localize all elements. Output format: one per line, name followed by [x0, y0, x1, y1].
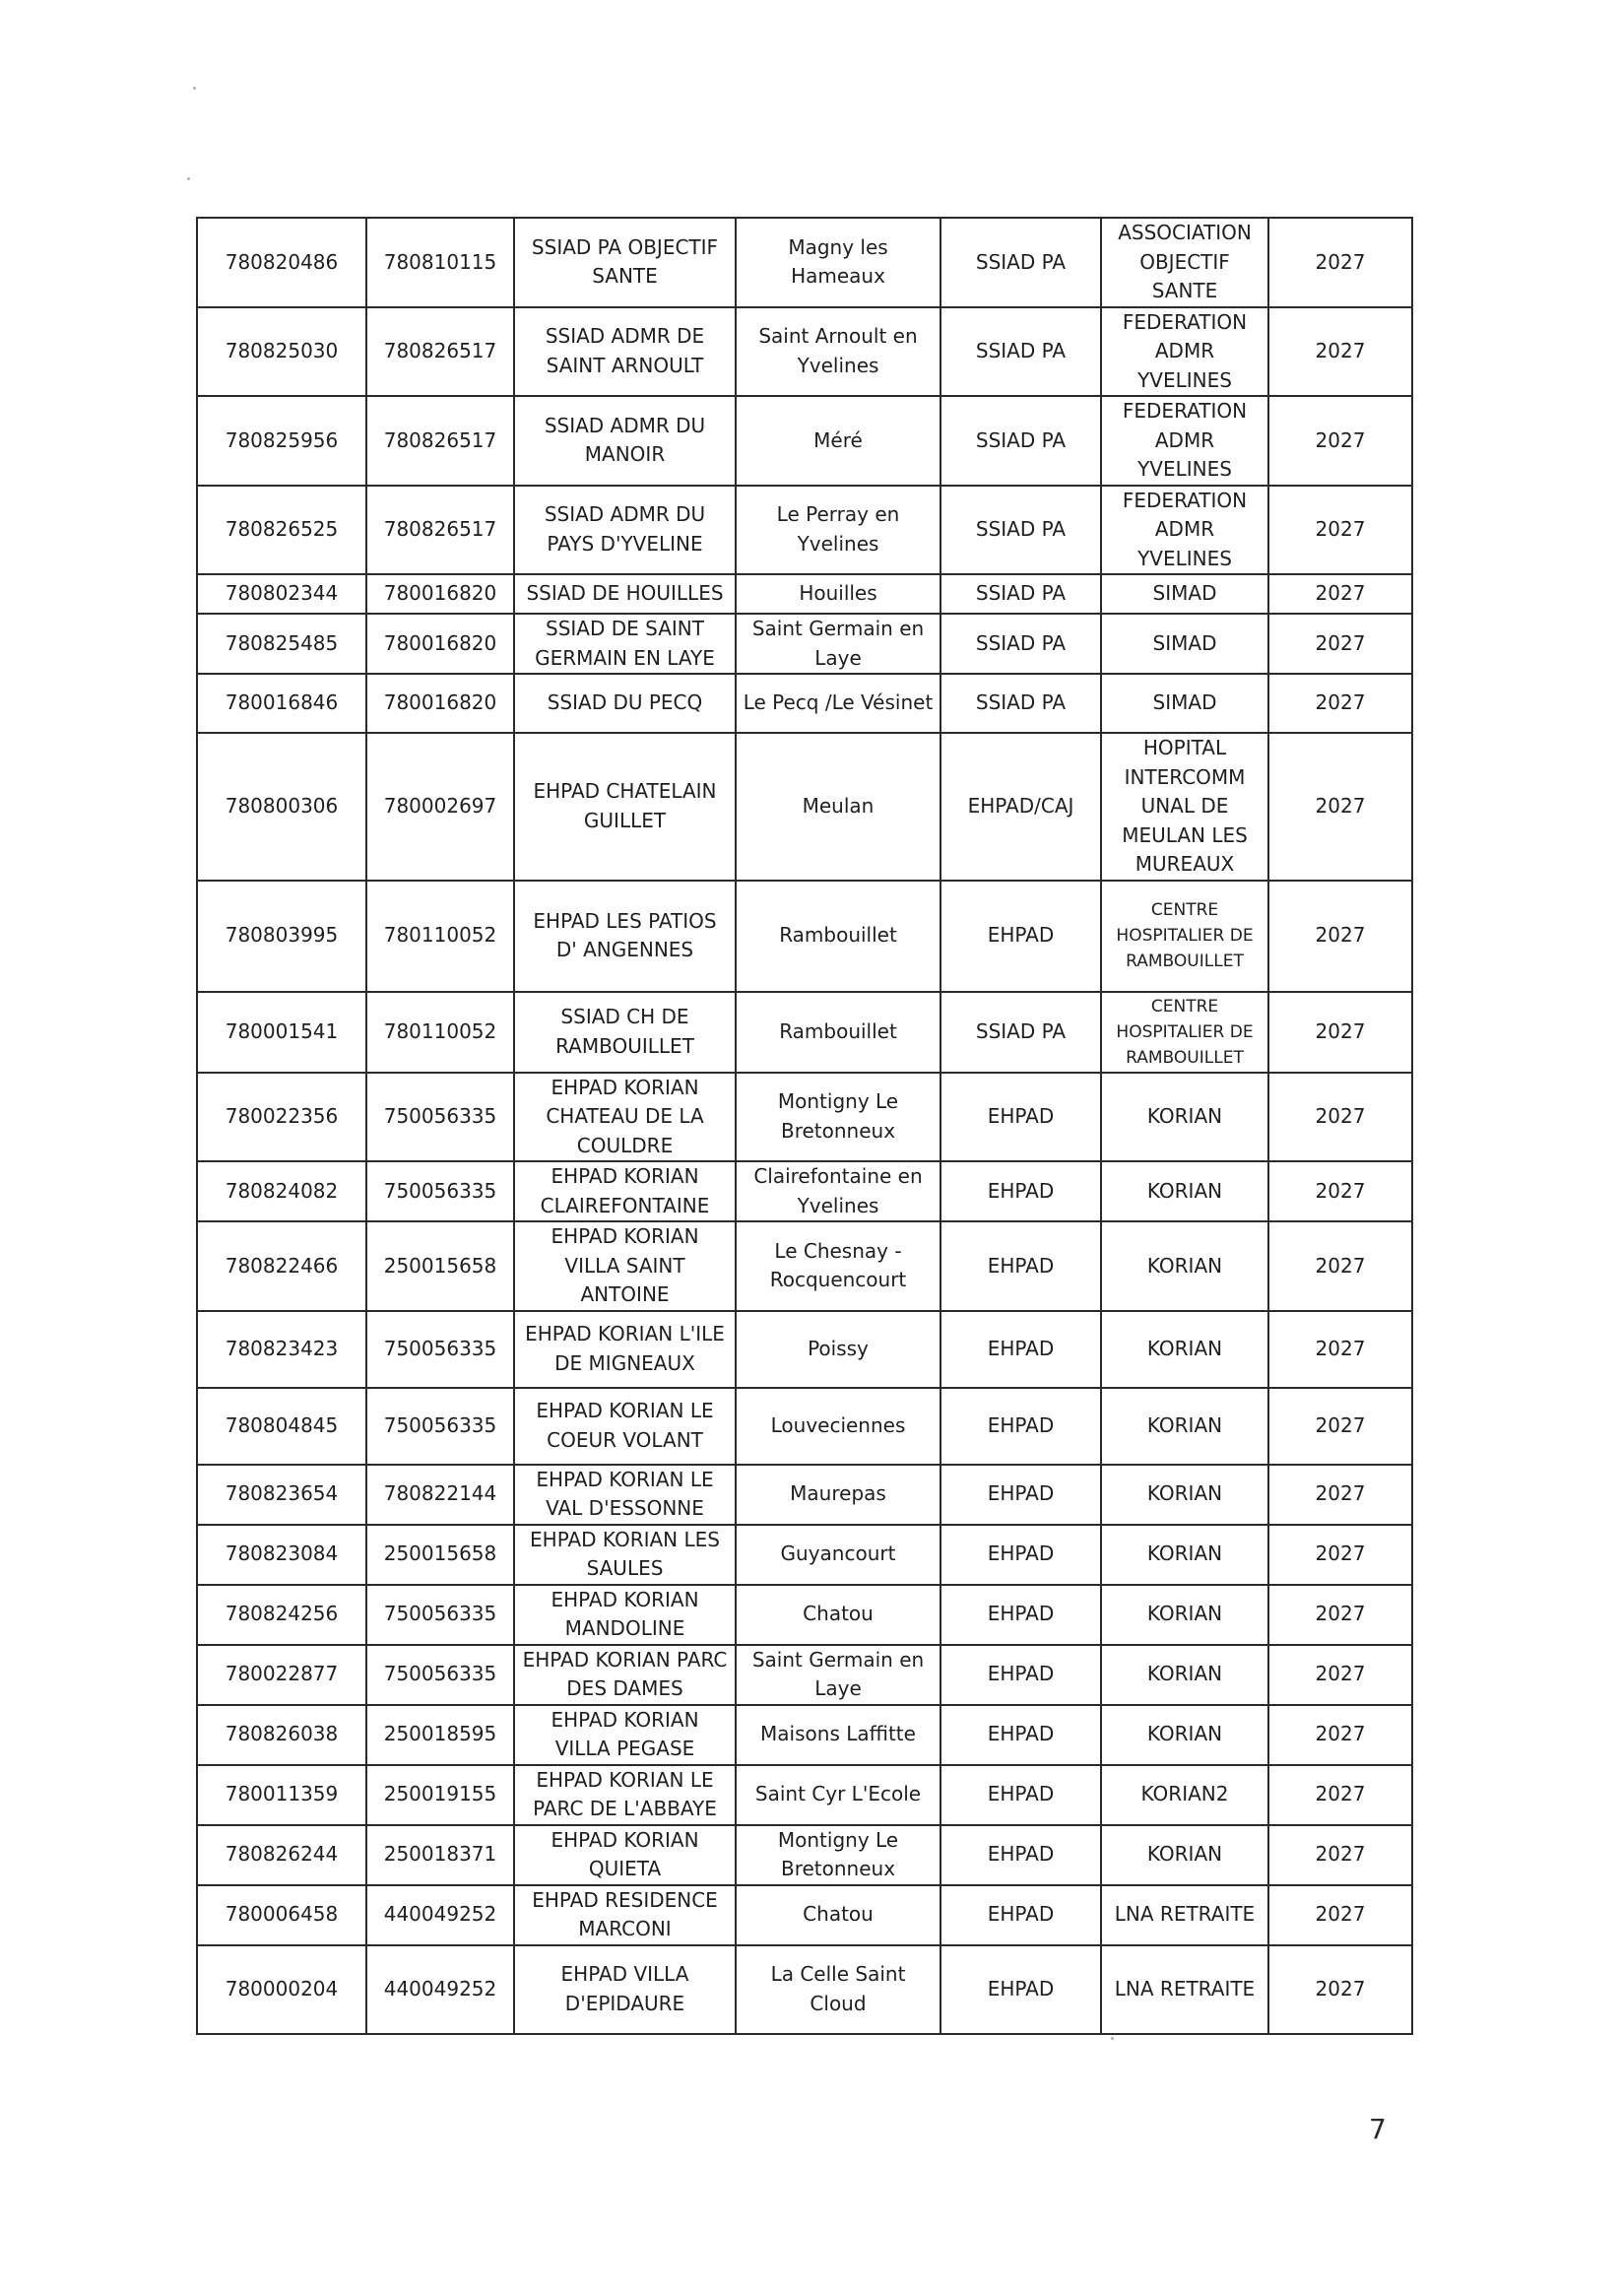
- year-cell: 2027: [1268, 1885, 1412, 1945]
- finess-ej-cell: 250018371: [366, 1825, 514, 1885]
- commune-cell: Poissy: [736, 1311, 940, 1388]
- commune-cell: Meulan: [736, 733, 940, 881]
- finess-et-cell: 780823654: [197, 1465, 366, 1525]
- scan-speck: [187, 177, 190, 180]
- finess-ej-cell: 780826517: [366, 396, 514, 486]
- organization-cell: LNA RETRAITE: [1101, 1945, 1268, 2034]
- year-cell: 2027: [1268, 218, 1412, 307]
- category-cell: SSIAD PA: [940, 396, 1101, 486]
- category-cell: SSIAD PA: [940, 486, 1101, 575]
- category-cell: EHPAD: [940, 881, 1101, 992]
- table-row: [197, 1825, 1412, 1885]
- commune-cell: Magny les Hameaux: [736, 218, 940, 307]
- scan-speck: [193, 87, 196, 90]
- finess-ej-cell: 750056335: [366, 1073, 514, 1162]
- category-cell: EHPAD: [940, 1161, 1101, 1221]
- organization-cell: FEDERATION ADMR YVELINES: [1101, 486, 1268, 575]
- finess-et-cell: 780803995: [197, 881, 366, 992]
- category-cell: EHPAD: [940, 1221, 1101, 1311]
- table-row: [197, 574, 1412, 614]
- category-cell: EHPAD: [940, 1885, 1101, 1945]
- commune-cell: Le Perray en Yvelines: [736, 486, 940, 575]
- table-row: [197, 1525, 1412, 1585]
- scan-speck: [1111, 2037, 1114, 2040]
- establishment-name-cell: SSIAD DU PECQ: [514, 674, 736, 733]
- commune-cell: La Celle Saint Cloud: [736, 1945, 940, 2034]
- commune-cell: Méré: [736, 396, 940, 486]
- table-row: [197, 1645, 1412, 1705]
- organization-cell: ASSOCIATION OBJECTIF SANTE: [1101, 218, 1268, 307]
- finess-ej-cell: 440049252: [366, 1945, 514, 2034]
- establishment-name-cell: SSIAD DE SAINT GERMAIN EN LAYE: [514, 614, 736, 674]
- commune-cell: Maisons Laffitte: [736, 1705, 940, 1765]
- establishment-name-cell: EHPAD VILLA D'EPIDAURE: [514, 1945, 736, 2034]
- commune-cell: Maurepas: [736, 1465, 940, 1525]
- organization-cell: KORIAN: [1101, 1525, 1268, 1585]
- finess-ej-cell: 750056335: [366, 1388, 514, 1465]
- category-cell: SSIAD PA: [940, 614, 1101, 674]
- finess-ej-cell: 780110052: [366, 881, 514, 992]
- finess-ej-cell: 780016820: [366, 614, 514, 674]
- category-cell: EHPAD: [940, 1825, 1101, 1885]
- table-row: [197, 1388, 1412, 1465]
- finess-et-cell: 780825030: [197, 307, 366, 397]
- year-cell: 2027: [1268, 614, 1412, 674]
- year-cell: 2027: [1268, 1765, 1412, 1825]
- finess-et-cell: 780802344: [197, 574, 366, 614]
- finess-et-cell: 780016846: [197, 674, 366, 733]
- year-cell: 2027: [1268, 1161, 1412, 1221]
- finess-ej-cell: 250015658: [366, 1525, 514, 1585]
- establishment-name-cell: EHPAD KORIAN LE PARC DE L'ABBAYE: [514, 1765, 736, 1825]
- organization-cell: KORIAN: [1101, 1825, 1268, 1885]
- year-cell: 2027: [1268, 1645, 1412, 1705]
- organization-cell: KORIAN: [1101, 1645, 1268, 1705]
- table-row: [197, 1765, 1412, 1825]
- finess-ej-cell: 250018595: [366, 1705, 514, 1765]
- category-cell: SSIAD PA: [940, 307, 1101, 397]
- category-cell: EHPAD: [940, 1525, 1101, 1585]
- year-cell: 2027: [1268, 992, 1412, 1073]
- year-cell: 2027: [1268, 881, 1412, 992]
- finess-et-cell: 780825956: [197, 396, 366, 486]
- category-cell: EHPAD: [940, 1388, 1101, 1465]
- page-number: 7: [1369, 2113, 1387, 2145]
- commune-cell: Clairefontaine en Yvelines: [736, 1161, 940, 1221]
- establishment-name-cell: EHPAD KORIAN CHATEAU DE LA COULDRE: [514, 1073, 736, 1162]
- finess-ej-cell: 780110052: [366, 992, 514, 1073]
- category-cell: EHPAD: [940, 1765, 1101, 1825]
- table-row: [197, 1885, 1412, 1945]
- year-cell: 2027: [1268, 733, 1412, 881]
- category-cell: SSIAD PA: [940, 674, 1101, 733]
- year-cell: 2027: [1268, 1525, 1412, 1585]
- year-cell: 2027: [1268, 1388, 1412, 1465]
- finess-et-cell: 780804845: [197, 1388, 366, 1465]
- organization-cell: KORIAN: [1101, 1311, 1268, 1388]
- finess-ej-cell: 750056335: [366, 1585, 514, 1645]
- year-cell: 2027: [1268, 1311, 1412, 1388]
- establishment-name-cell: SSIAD ADMR DE SAINT ARNOULT: [514, 307, 736, 397]
- finess-et-cell: 780823084: [197, 1525, 366, 1585]
- establishment-name-cell: EHPAD KORIAN VILLA SAINT ANTOINE: [514, 1221, 736, 1311]
- finess-et-cell: 780011359: [197, 1765, 366, 1825]
- establishments-table-container: [196, 217, 1411, 2035]
- table-row: [197, 1585, 1412, 1645]
- finess-et-cell: 780824082: [197, 1161, 366, 1221]
- establishment-name-cell: EHPAD KORIAN QUIETA: [514, 1825, 736, 1885]
- organization-cell: KORIAN: [1101, 1705, 1268, 1765]
- organization-cell: LNA RETRAITE: [1101, 1885, 1268, 1945]
- year-cell: 2027: [1268, 1221, 1412, 1311]
- finess-ej-cell: 780826517: [366, 486, 514, 575]
- commune-cell: Saint Germain en Laye: [736, 614, 940, 674]
- commune-cell: Le Chesnay - Rocquencourt: [736, 1221, 940, 1311]
- finess-et-cell: 780000204: [197, 1945, 366, 2034]
- commune-cell: Rambouillet: [736, 881, 940, 992]
- establishment-name-cell: SSIAD CH DE RAMBOUILLET: [514, 992, 736, 1073]
- finess-et-cell: 780820486: [197, 218, 366, 307]
- finess-et-cell: 780800306: [197, 733, 366, 881]
- table-row: [197, 1465, 1412, 1525]
- establishment-name-cell: EHPAD KORIAN MANDOLINE: [514, 1585, 736, 1645]
- establishment-name-cell: SSIAD PA OBJECTIF SANTE: [514, 218, 736, 307]
- category-cell: SSIAD PA: [940, 992, 1101, 1073]
- finess-et-cell: 780822466: [197, 1221, 366, 1311]
- commune-cell: Chatou: [736, 1585, 940, 1645]
- finess-et-cell: 780826244: [197, 1825, 366, 1885]
- category-cell: EHPAD: [940, 1945, 1101, 2034]
- finess-ej-cell: 780822144: [366, 1465, 514, 1525]
- organization-cell: KORIAN: [1101, 1221, 1268, 1311]
- commune-cell: Guyancourt: [736, 1525, 940, 1585]
- establishment-name-cell: EHPAD KORIAN PARC DES DAMES: [514, 1645, 736, 1705]
- category-cell: EHPAD/CAJ: [940, 733, 1101, 881]
- organization-cell: CENTRE HOSPITALIER DE RAMBOUILLET: [1101, 992, 1268, 1073]
- finess-ej-cell: 780810115: [366, 218, 514, 307]
- establishment-name-cell: SSIAD DE HOUILLES: [514, 574, 736, 614]
- establishment-name-cell: EHPAD KORIAN CLAIREFONTAINE: [514, 1161, 736, 1221]
- commune-cell: Rambouillet: [736, 992, 940, 1073]
- table-row: [197, 881, 1412, 992]
- organization-cell: SIMAD: [1101, 674, 1268, 733]
- establishment-name-cell: EHPAD KORIAN LE VAL D'ESSONNE: [514, 1465, 736, 1525]
- finess-ej-cell: 780016820: [366, 574, 514, 614]
- finess-ej-cell: 750056335: [366, 1645, 514, 1705]
- finess-ej-cell: 780016820: [366, 674, 514, 733]
- table-row: [197, 1161, 1412, 1221]
- finess-et-cell: 780824256: [197, 1585, 366, 1645]
- commune-cell: Montigny Le Bretonneux: [736, 1825, 940, 1885]
- organization-cell: FEDERATION ADMR YVELINES: [1101, 396, 1268, 486]
- establishment-name-cell: EHPAD KORIAN VILLA PEGASE: [514, 1705, 736, 1765]
- table-row: [197, 614, 1412, 674]
- finess-et-cell: 780022356: [197, 1073, 366, 1162]
- finess-et-cell: 780826038: [197, 1705, 366, 1765]
- table-row: [197, 1073, 1412, 1162]
- year-cell: 2027: [1268, 486, 1412, 575]
- table-row: [197, 218, 1412, 307]
- year-cell: 2027: [1268, 1465, 1412, 1525]
- commune-cell: Le Pecq /Le Vésinet: [736, 674, 940, 733]
- commune-cell: Saint Cyr L'Ecole: [736, 1765, 940, 1825]
- commune-cell: Saint Arnoult en Yvelines: [736, 307, 940, 397]
- finess-et-cell: 780826525: [197, 486, 366, 575]
- category-cell: SSIAD PA: [940, 574, 1101, 614]
- finess-et-cell: 780006458: [197, 1885, 366, 1945]
- organization-cell: KORIAN: [1101, 1073, 1268, 1162]
- table-row: [197, 1945, 1412, 2034]
- commune-cell: Saint Germain en Laye: [736, 1645, 940, 1705]
- finess-ej-cell: 750056335: [366, 1161, 514, 1221]
- organization-cell: KORIAN: [1101, 1585, 1268, 1645]
- organization-cell: SIMAD: [1101, 614, 1268, 674]
- category-cell: EHPAD: [940, 1645, 1101, 1705]
- table-row: [197, 1221, 1412, 1311]
- year-cell: 2027: [1268, 1825, 1412, 1885]
- category-cell: EHPAD: [940, 1585, 1101, 1645]
- year-cell: 2027: [1268, 574, 1412, 614]
- establishment-name-cell: EHPAD KORIAN LES SAULES: [514, 1525, 736, 1585]
- table-row: [197, 674, 1412, 733]
- category-cell: SSIAD PA: [940, 218, 1101, 307]
- year-cell: 2027: [1268, 1585, 1412, 1645]
- organization-cell: HOPITAL INTERCOMM UNAL DE MEULAN LES MUREAUX: [1101, 733, 1268, 881]
- table-row: [197, 1311, 1412, 1388]
- establishment-name-cell: EHPAD CHATELAIN GUILLET: [514, 733, 736, 881]
- year-cell: 2027: [1268, 1073, 1412, 1162]
- finess-et-cell: 780823423: [197, 1311, 366, 1388]
- finess-ej-cell: 250019155: [366, 1765, 514, 1825]
- commune-cell: Chatou: [736, 1885, 940, 1945]
- establishment-name-cell: EHPAD RESIDENCE MARCONI: [514, 1885, 736, 1945]
- establishment-name-cell: SSIAD ADMR DU MANOIR: [514, 396, 736, 486]
- commune-cell: Houilles: [736, 574, 940, 614]
- category-cell: EHPAD: [940, 1705, 1101, 1765]
- organization-cell: KORIAN: [1101, 1388, 1268, 1465]
- year-cell: 2027: [1268, 674, 1412, 733]
- table-row: [197, 733, 1412, 881]
- category-cell: EHPAD: [940, 1311, 1101, 1388]
- year-cell: 2027: [1268, 307, 1412, 397]
- finess-ej-cell: 440049252: [366, 1885, 514, 1945]
- organization-cell: KORIAN2: [1101, 1765, 1268, 1825]
- finess-ej-cell: 780002697: [366, 733, 514, 881]
- finess-et-cell: 780022877: [197, 1645, 366, 1705]
- establishment-name-cell: EHPAD LES PATIOS D' ANGENNES: [514, 881, 736, 992]
- table-row: [197, 992, 1412, 1073]
- table-row: [197, 1705, 1412, 1765]
- finess-ej-cell: 750056335: [366, 1311, 514, 1388]
- finess-et-cell: 780825485: [197, 614, 366, 674]
- establishments-table: [196, 217, 1413, 2035]
- category-cell: EHPAD: [940, 1073, 1101, 1162]
- table-body: [197, 218, 1412, 2034]
- organization-cell: SIMAD: [1101, 574, 1268, 614]
- finess-ej-cell: 780826517: [366, 307, 514, 397]
- year-cell: 2027: [1268, 1705, 1412, 1765]
- year-cell: 2027: [1268, 1945, 1412, 2034]
- establishment-name-cell: SSIAD ADMR DU PAYS D'YVELINE: [514, 486, 736, 575]
- finess-et-cell: 780001541: [197, 992, 366, 1073]
- organization-cell: KORIAN: [1101, 1161, 1268, 1221]
- establishment-name-cell: EHPAD KORIAN LE COEUR VOLANT: [514, 1388, 736, 1465]
- category-cell: EHPAD: [940, 1465, 1101, 1525]
- finess-ej-cell: 250015658: [366, 1221, 514, 1311]
- table-row: [197, 486, 1412, 575]
- organization-cell: FEDERATION ADMR YVELINES: [1101, 307, 1268, 397]
- commune-cell: Louveciennes: [736, 1388, 940, 1465]
- organization-cell: CENTRE HOSPITALIER DE RAMBOUILLET: [1101, 881, 1268, 992]
- table-row: [197, 396, 1412, 486]
- establishment-name-cell: EHPAD KORIAN L'ILE DE MIGNEAUX: [514, 1311, 736, 1388]
- organization-cell: KORIAN: [1101, 1465, 1268, 1525]
- table-row: [197, 307, 1412, 397]
- commune-cell: Montigny Le Bretonneux: [736, 1073, 940, 1162]
- year-cell: 2027: [1268, 396, 1412, 486]
